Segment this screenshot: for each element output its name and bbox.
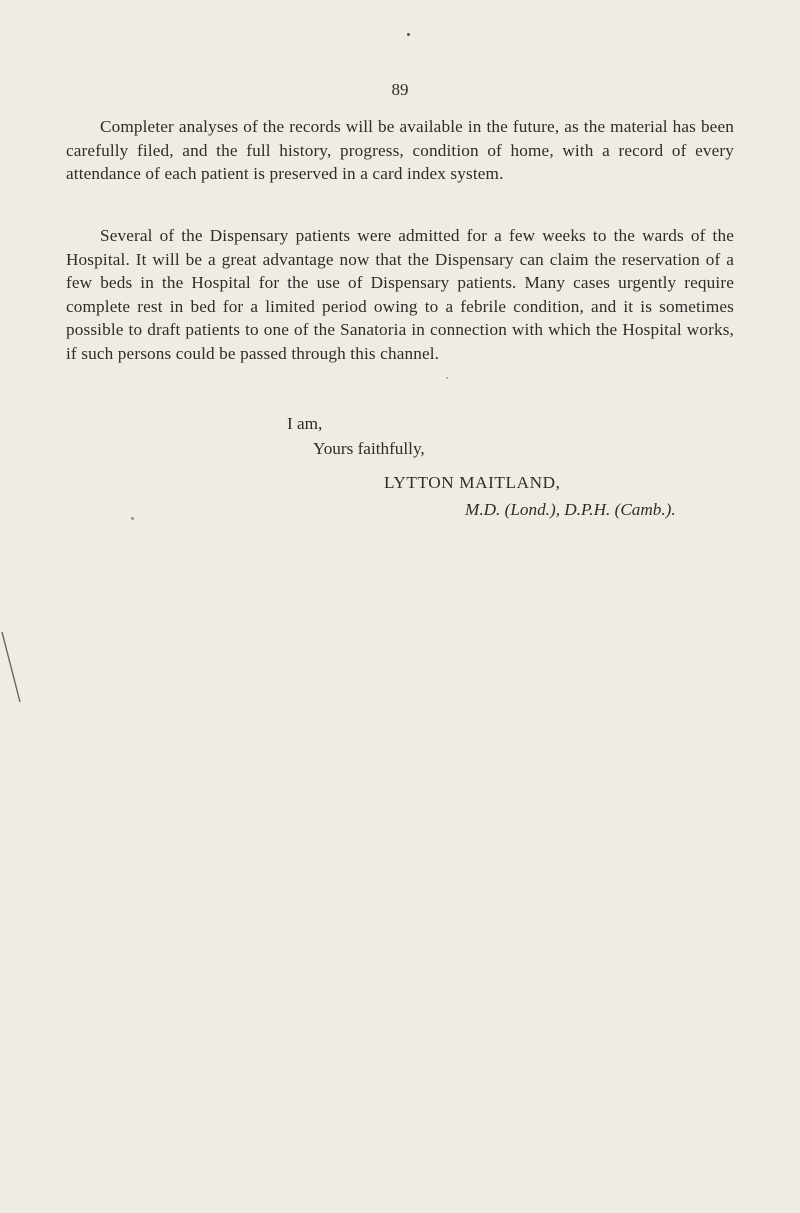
page-edge-mark: [0, 628, 26, 708]
page-number: 89: [391, 80, 409, 99]
paper-speck: [446, 377, 448, 379]
paragraph-records: Completer analyses of the records will be available in the future, as the material has been carefully filed, and the full history, progress, condition of home, with a record of every attendance of each patient is preserved in a card index system.: [66, 117, 734, 184]
paragraph-dispensary-patients: Several of the Dispensary patients were admitted for a few weeks to the wards of the Hospital. It will be a great advantage now that the Dispensary can claim the reservation of a few beds in the Hospital for the use of Dispensary patients. Many cases urgently require complete rest in bed for a limited period owing to a febrile condition, and it is sometimes possible to draft patients to one of the Sanatoria in connection with which the Hospital works, if such persons could be passed through this channel.: [66, 226, 734, 363]
signature-credentials: M.D. (Lond.), D.P.H. (Camb.).: [465, 500, 676, 519]
signature-name: LYTTON MAITLAND,: [384, 473, 561, 492]
closing-valediction: Yours faithfully,: [313, 439, 425, 458]
closing-salutation: I am,: [287, 414, 323, 433]
paper-speck: [407, 33, 410, 36]
paper-speck: [131, 517, 134, 520]
